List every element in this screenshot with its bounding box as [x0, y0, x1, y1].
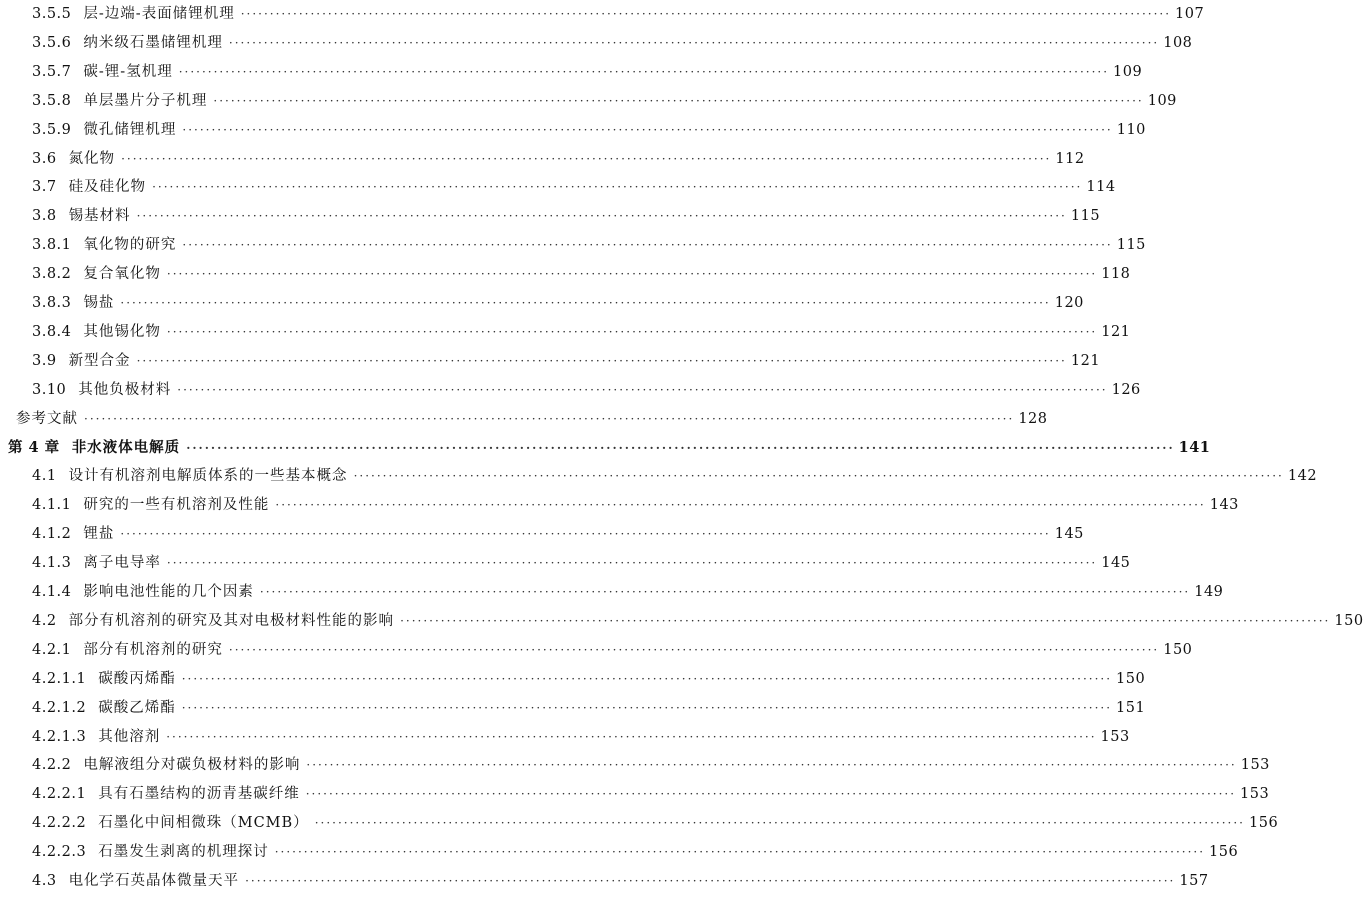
toc-leader-dots: ································································································································································: [314, 816, 1245, 831]
toc-entry-page: 156: [1249, 815, 1279, 832]
toc-entry: [0, 261, 1131, 287]
toc-entry: [0, 550, 1131, 576]
toc-entry-number: 3.10: [32, 381, 67, 398]
toc-leader-dots: ································································································································································: [166, 324, 1098, 339]
toc-entry-page: 156: [1209, 844, 1239, 861]
toc-leader-dots: ································································································································································: [166, 729, 1097, 744]
toc-entry-title: 锡基材料: [68, 208, 131, 225]
toc-entry-page: 110: [1116, 121, 1146, 138]
toc-entry-page: 157: [1179, 873, 1209, 889]
toc-entry-number: 3.8: [32, 208, 57, 225]
toc-entry-title: 锡盐: [83, 295, 115, 311]
toc-entry: [0, 724, 1130, 750]
toc-entry-title: 层-边端-表面储锂机理: [83, 6, 235, 22]
toc-entry-page: 121: [1070, 352, 1101, 369]
toc-entry-title: 碳-锂-氢机理: [83, 63, 173, 80]
toc-entry-page: 149: [1194, 584, 1224, 600]
toc-leader-dots: ································································································································································: [186, 440, 1175, 455]
toc-entry-page: 126: [1111, 381, 1141, 398]
toc-entry: [0, 319, 1131, 345]
toc-entry: [0, 59, 1143, 85]
toc-entry-title: 影响电池性能的几个因素: [83, 584, 254, 600]
toc-entry: [0, 521, 1084, 547]
toc-entry-title: 电解液组分对碳负极材料的影响: [83, 757, 301, 774]
toc-entry-page: 145: [1101, 555, 1131, 572]
toc-entry: [0, 174, 1116, 200]
toc-leader-dots: ································································································································································: [166, 556, 1098, 571]
toc-entry: [0, 637, 1193, 663]
toc-entry-page: 109: [1147, 92, 1177, 109]
toc-entry-number: 第 4 章: [8, 438, 60, 456]
toc-entry-number: 4.1: [32, 468, 57, 485]
toc-leader-dots: ································································································································································: [213, 93, 1144, 108]
toc-leader-dots: ································································································································································: [181, 700, 1113, 715]
toc-entry-title: 参考文献: [16, 410, 78, 427]
toc-leader-dots: ································································································································································: [228, 35, 1160, 50]
toc-leader-dots: ································································································································································: [305, 787, 1237, 802]
toc-entry-title: 电化学石英晶体微量天平: [68, 873, 240, 889]
toc-entry-page: 120: [1054, 295, 1084, 311]
toc-entry-title: 石墨化中间相微珠（MCMB）: [98, 815, 309, 832]
toc-entry: [0, 463, 1318, 489]
toc-entry-title: 锂盐: [83, 526, 115, 543]
toc-entry-page: 108: [1163, 34, 1193, 51]
toc-entry-number: 4.2.1.1: [32, 670, 87, 687]
toc-entry-number: 4.2.1.2: [32, 699, 87, 716]
toc-entry-number: 4.2: [32, 612, 57, 629]
toc-entry-number: 3.5.7: [32, 63, 72, 80]
toc-entry-page: 115: [1070, 208, 1101, 225]
toc-entry-page: 150: [1163, 641, 1193, 658]
toc-entry-number: 4.2.2.2: [32, 815, 87, 832]
toc-entry-title: 其他溶剂: [98, 728, 161, 745]
toc-leader-dots: ································································································································································: [84, 411, 1015, 426]
toc-entry-title: 新型合金: [68, 352, 131, 369]
toc-entry-page: 141: [1178, 438, 1211, 456]
toc-entry-number: 4.1.1: [32, 497, 72, 514]
toc-entry: [0, 810, 1279, 836]
toc-entry: [0, 608, 1364, 634]
toc-entry: [0, 666, 1146, 692]
toc-entry-number: 3.8.3: [32, 295, 72, 311]
toc-entry-page: 142: [1287, 468, 1318, 485]
toc-entry-page: 114: [1086, 179, 1116, 196]
toc-entry: [0, 232, 1146, 258]
toc-entry: [0, 88, 1177, 114]
toc-leader-dots: ································································································································································: [400, 613, 1331, 628]
toc-entry: [0, 146, 1085, 172]
toc-entry-title: 其他锡化物: [83, 323, 161, 340]
toc-entry: [0, 30, 1193, 56]
toc-leader-dots: ································································································································································: [182, 238, 1113, 253]
toc-entry-page: 121: [1101, 323, 1131, 340]
toc-entry-number: 4.2.1: [32, 641, 72, 658]
toc-leader-dots: ································································································································································: [245, 874, 1176, 888]
toc-entry: [0, 579, 1224, 605]
toc-entry: [0, 117, 1146, 143]
toc-entry-page: 153: [1100, 728, 1130, 745]
toc-entry-page: 145: [1054, 526, 1084, 543]
toc-leader-dots: ································································································································································: [136, 209, 1067, 224]
toc-entry-number: 4.1.2: [32, 526, 72, 543]
toc-entry-number: 3.5.5: [32, 6, 72, 22]
toc-leader-dots: ································································································································································: [259, 585, 1191, 599]
toc-entry-title: 纳米级石墨储锂机理: [83, 34, 223, 51]
toc-entry: [0, 348, 1101, 374]
toc-entry-page: 128: [1018, 410, 1048, 427]
toc-entry-page: 151: [1116, 699, 1146, 716]
toc-entry-number: 3.5.8: [32, 92, 72, 109]
toc-entry-title: 氧化物的研究: [83, 237, 177, 254]
toc-entry-page: 115: [1116, 237, 1146, 254]
toc-leader-dots: ································································································································································: [181, 671, 1113, 686]
toc-entry: [0, 1, 1205, 27]
toc-entry: [0, 868, 1209, 894]
toc-entry-title: 离子电导率: [83, 555, 161, 572]
toc-entry-title: 碳酸乙烯酯: [98, 699, 176, 716]
toc-leader-dots: ································································································································································: [120, 296, 1051, 310]
toc-entry-title: 非水液体电解质: [71, 438, 181, 456]
toc-entry-number: 3.7: [32, 179, 57, 196]
toc-leader-dots: ································································································································································: [182, 122, 1113, 137]
toc-entry: [0, 781, 1270, 807]
toc-entry: [0, 752, 1270, 778]
toc-entry-page: 107: [1175, 6, 1205, 22]
toc-entry-page: 150: [1116, 670, 1146, 687]
toc-entry-page: 153: [1240, 757, 1270, 774]
toc-entry-title: 设计有机溶剂电解质体系的一些基本概念: [68, 468, 348, 485]
toc-entry-number: 3.8.4: [32, 323, 72, 340]
toc-entry-number: 3.8.2: [32, 266, 72, 283]
toc-entry: [0, 435, 1211, 461]
toc-entry-page: 143: [1209, 497, 1239, 514]
toc-entry-title: 部分有机溶剂的研究及其对电极材料性能的影响: [68, 612, 395, 629]
toc-entry-title: 碳酸丙烯酯: [98, 670, 176, 687]
toc-leader-dots: ································································································································································: [120, 527, 1051, 542]
toc-entry: [0, 492, 1239, 518]
toc-entry-title: 氮化物: [68, 150, 116, 167]
toc-entry: [0, 406, 1048, 432]
toc-entry-page: 150: [1334, 612, 1364, 629]
toc-entry-number: 4.2.2.1: [32, 786, 87, 803]
toc-leader-dots: ································································································································································: [136, 353, 1067, 368]
toc-entry-title: 复合氧化物: [83, 266, 161, 283]
toc-entry-page: 118: [1101, 266, 1131, 283]
toc-entry-title: 部分有机溶剂的研究: [83, 641, 223, 658]
toc-entry-number: 4.1.3: [32, 555, 72, 572]
toc-entry: [0, 290, 1084, 316]
toc-entry-number: 4.2.2.3: [32, 844, 87, 861]
toc-leader-dots: ································································································································································: [121, 151, 1052, 166]
toc-leader-dots: ································································································································································: [274, 845, 1206, 860]
toc-entry: [0, 839, 1239, 865]
toc-entry-number: 3.8.1: [32, 237, 72, 254]
toc-entry-number: 4.3: [32, 873, 57, 889]
toc-leader-dots: ································································································································································: [177, 382, 1108, 397]
toc-entry-page: 112: [1055, 150, 1085, 167]
toc-leader-dots: ································································································································································: [306, 758, 1237, 773]
toc-entry-number: 3.6: [32, 150, 57, 167]
toc-entry-title: 研究的一些有机溶剂及性能: [83, 497, 270, 514]
toc-entry-number: 3.5.9: [32, 121, 72, 138]
toc-entry-title: 其他负极材料: [78, 381, 172, 398]
toc-entry: [0, 203, 1101, 229]
toc-entry-title: 微孔储锂机理: [83, 121, 177, 138]
toc-entry-number: 4.1.4: [32, 584, 72, 600]
toc-entry: [0, 377, 1141, 403]
toc-entry-title: 具有石墨结构的沥青基碳纤维: [98, 786, 300, 803]
toc-entry-number: 3.9: [32, 352, 57, 369]
toc-entry-number: 4.2.2: [32, 757, 72, 774]
toc-leader-dots: ································································································································································: [228, 642, 1160, 657]
toc-leader-dots: ································································································································································: [240, 7, 1172, 21]
toc-entry-page: 153: [1240, 786, 1270, 803]
toc-leader-dots: ································································································································································: [152, 180, 1083, 195]
toc-entry-number: 4.2.1.3: [32, 728, 87, 745]
toc-leader-dots: ································································································································································: [166, 267, 1098, 282]
toc-entry-number: 3.5.6: [32, 34, 72, 51]
toc-entry: [0, 695, 1146, 721]
toc-leader-dots: ································································································································································: [178, 64, 1110, 79]
toc-entry-page: 109: [1113, 63, 1143, 80]
toc-entry-title: 单层墨片分子机理: [83, 92, 208, 109]
toc-entry-title: 石墨发生剥离的机理探讨: [98, 844, 269, 861]
toc-leader-dots: ································································································································································: [275, 498, 1206, 513]
toc-entry-title: 硅及硅化物: [68, 179, 147, 196]
toc-leader-dots: ································································································································································: [353, 469, 1284, 484]
